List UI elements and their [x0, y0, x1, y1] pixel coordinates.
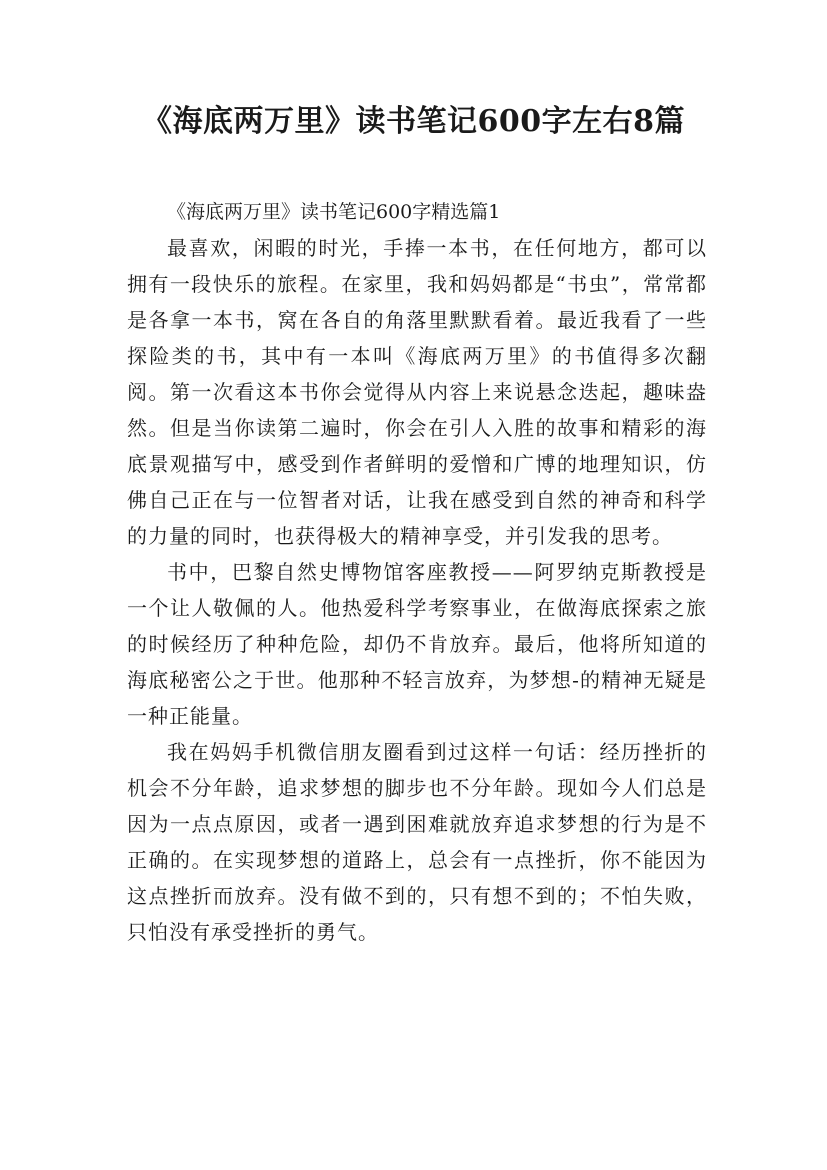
section-subtitle: 《海底两万里》读书笔记600字精选篇1: [167, 201, 501, 223]
document-body: [127, 194, 707, 950]
paragraph-3: 我在妈妈手机微信朋友圈看到过这样一句话：经历挫折的机会不分年龄，追求梦想的脚步也不分年龄。现如今人们总是因为一点点原因，或者一遇到困难就放弃追求梦想的行为是不正确的。在实现梦想的道路上，总会有一点挫折，你不能因为这点挫折而放弃。没有做不到的，只有想不到的；不怕失败，只怕没有承受挫折的勇气。: [127, 740, 707, 944]
paragraph-2: 书中，巴黎自然史博物馆客座教授——阿罗纳克斯教授是一个让人敬佩的人。他热爱科学考察事业，在做海底探索之旅的时候经历了种种危险，却仍不肯放弃。最后，他将所知道的海底秘密公之于世。他那种不轻言放弃，为梦想-的精神无疑是一种正能量。: [127, 560, 707, 728]
document-title: 《海底两万里》读书笔记600字左右8篇: [142, 104, 685, 139]
paragraph-1: 最喜欢，闲暇的时光，手捧一本书，在任何地方，都可以拥有一段快乐的旅程。在家里，我和妈妈都是“书虫”，常常都是各拿一本书，窝在各自的角落里默默看着。最近我看了一些探险类的书，其中有一本叫《海底两万里》的书值得多次翻阅。第一次看这本书你会觉得从内容上来说悬念迭起，趣味盎然。但是当你读第二遍时，你会在引人入胜的故事和精彩的海底景观描写中，感受到作者鲜明的爱憎和广博的地理知识，仿佛自己正在与一位智者对话，让我在感受到自然的神奇和科学的力量的同时，也获得极大的精神享受，并引发我的思考。: [127, 236, 707, 548]
